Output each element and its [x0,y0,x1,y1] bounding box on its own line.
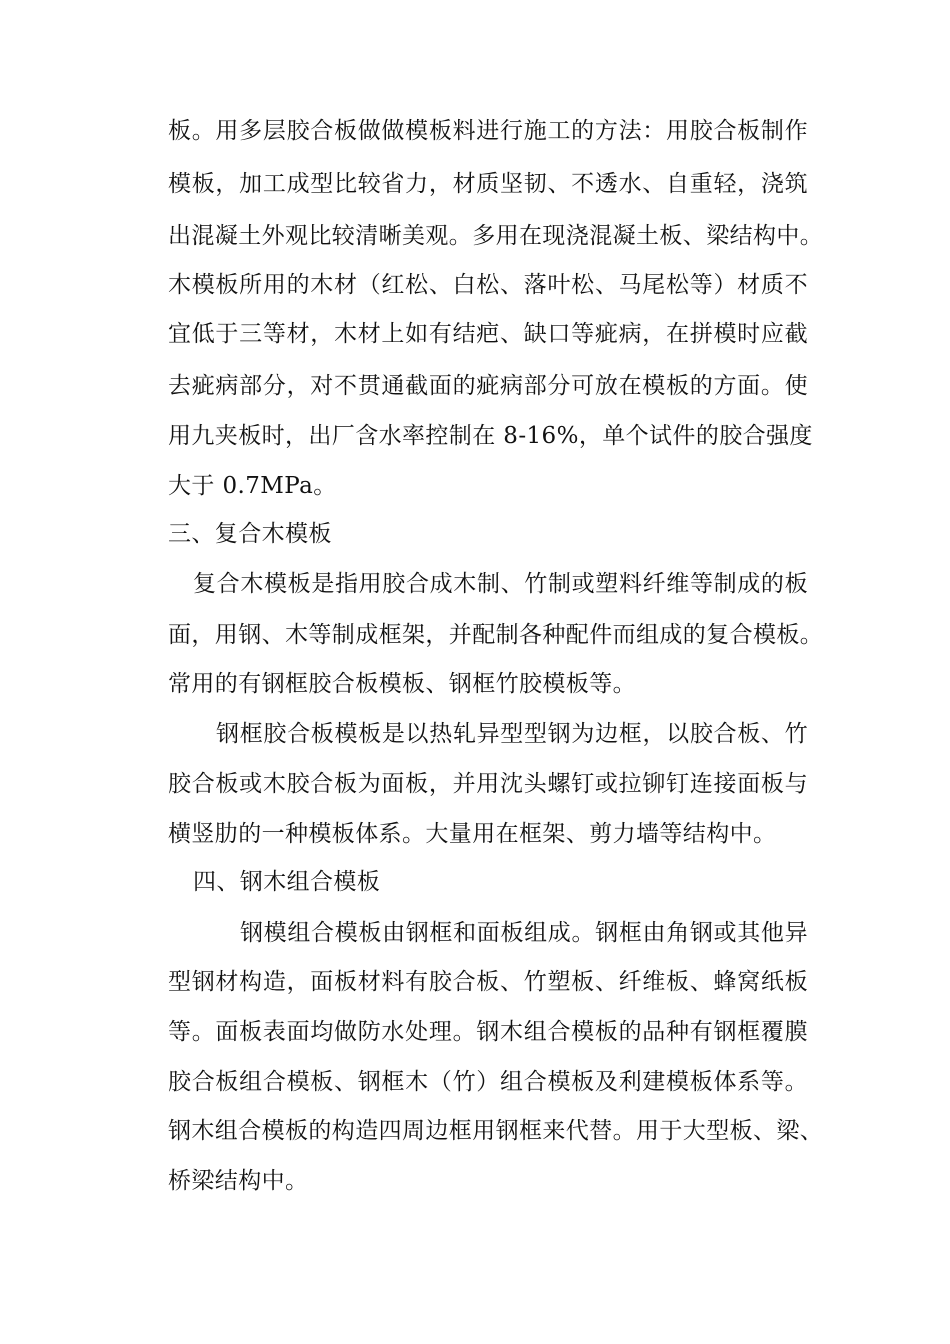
body-text-line: 木模板所用的木材（红松、白松、落叶松、马尾松等）材质不 [168,272,808,298]
body-text-line: 钢框胶合板模板是以热轧异型型钢为边框，以胶合板、竹 [216,721,808,747]
body-text-line: 复合木模板是指用胶合成木制、竹制或塑料纤维等制成的板 [193,571,808,597]
body-text-line: 等。面板表面均做防水处理。钢木组合模板的品种有钢框覆膜 [168,1019,808,1045]
body-text-line: 面，用钢、木等制成框架，并配制各种配件而组成的复合模板。 [168,622,824,648]
body-text-line: 模板，加工成型比较省力，材质坚韧、不透水、自重轻，浇筑 [168,171,808,197]
section-heading: 四、钢木组合模板 [193,869,381,895]
body-text-line: 大于 0.7MPa。 [168,473,337,499]
body-text-line: 宜低于三等材，木材上如有结疤、缺口等疵病，在拼模时应截 [168,321,808,347]
body-text-line: 去疵病部分，对不贯通截面的疵病部分可放在模板的方面。使 [168,373,808,399]
body-text-line: 桥梁结构中。 [168,1168,309,1194]
body-text-line: 型钢材构造，面板材料有胶合板、竹塑板、纤维板、蜂窝纸板 [168,969,808,995]
body-text-line: 板。用多层胶合板做做模板料进行施工的方法：用胶合板制作 [168,118,808,144]
body-text-line: 胶合板组合模板、钢框木（竹）组合模板及利建模板体系等。 [168,1069,808,1095]
body-text-line: 钢模组合模板由钢框和面板组成。钢框由角钢或其他异 [240,920,808,946]
body-text-line: 钢木组合模板的构造四周边框用钢框来代替。用于大型板、梁、 [168,1118,824,1144]
body-text-line: 常用的有钢框胶合板模板、钢框竹胶模板等。 [168,671,636,697]
body-text-line: 出混凝土外观比较清晰美观。多用在现浇混凝土板、梁结构中。 [168,223,824,249]
section-heading: 三、复合木模板 [168,521,332,547]
body-text-line: 用九夹板时，出厂含水率控制在 8-16%，单个试件的胶合强度 [168,423,813,449]
body-text-line: 胶合板或木胶合板为面板，并用沈头螺钉或拉铆钉连接面板与 [168,771,808,797]
body-text-line: 横竖肋的一种模板体系。大量用在框架、剪力墙等结构中。 [168,821,777,847]
